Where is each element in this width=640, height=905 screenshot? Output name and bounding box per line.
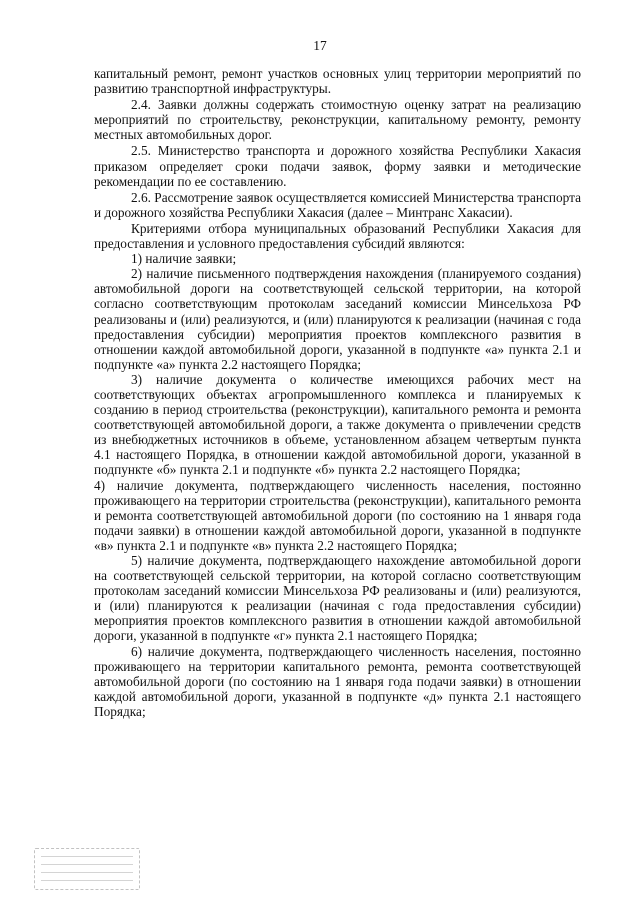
paragraph-2-6: 2.6. Рассмотрение заявок осуществляется комиссией Министерства транспорта и дорожного хозяйства Республики Хакасия (далее – Минтранс Хакасии).: [94, 189, 581, 220]
criterion-3: 3) наличие документа о количестве имеющихся рабочих мест на соответствующих объектах агропромышленного комплекса и планируемых к созданию в период строительства (реконструкции), капитального ремонта и ремонта соответствующей автомобильной дороги, а также документа о привлечении средств из внебюджетных источников в объеме, установленном абзацем четвертым пункта 4.1 настоящего Порядка, в отношении каждой автомобильной дороги, указанной в подпункте «б» пункта 2.1 и подпункте «б» пункта 2.2 настоящего Порядка;: [94, 371, 581, 478]
page-number: 17: [313, 38, 327, 53]
criterion-2: 2) наличие письменного подтверждения нахождения (планируемого создания) автомобильной дороги на соответствующей сельской территории, на которой согласно соответствующим протоколам заседаний комиссии Минсельхоза РФ реализованы и (или) реализуются, и (или) планируются к реализации (начиная с года предоставления субсидии) мероприятия проектов комплексного развития в отношении каждой автомобильной дороги, указанной в подпункте «а» пункта 2.1 и подпункте «а» пункта 2.2 настоящего Порядка;: [94, 266, 581, 372]
document-stamp: [34, 848, 140, 890]
document-body: [94, 66, 581, 719]
paragraph-criteria-intro: Критериями отбора муниципальных образований Республики Хакасия для предоставления и условного предоставления субсидий являются:: [94, 220, 581, 252]
paragraph-2-5: 2.5. Министерство транспорта и дорожного хозяйства Республики Хакасия приказом определяет сроки подачи заявок, форму заявки и методические рекомендации по ее составлению.: [94, 143, 581, 189]
criterion-4: 4) наличие документа, подтверждающего численность населения, постоянно проживающего на территории строительства (реконструкции), капитального ремонта и ремонта соответствующей автомобильной дороги (по состоянию на 1 января года подачи заявки) в отношении каждой автомобильной дороги, указанной в подпункте «в» пункта 2.1 и подпункте «в» пункта 2.2 настоящего Порядка;: [94, 477, 581, 553]
paragraph-2-4: 2.4. Заявки должны содержать стоимостную оценку затрат на реализацию мероприятий по строительству, реконструкции, капитальному ремонту, ремонту местных автомобильных дорог.: [94, 97, 581, 143]
criterion-5: 5) наличие документа, подтверждающего нахождение автомобильной дороги на соответствующей сельской территории, на которой согласно соответствующим протоколам заседаний комиссии Минсельхоза РФ реализованы и (или) реализуются, и (или) планируются к реализации (начиная с года предоставления субсидии) мероприятия проектов комплексного развития в отношении каждой автомобильной дороги, указанной в подпункте «г» пункта 2.1 настоящего Порядка;: [94, 553, 581, 644]
paragraph-continuation: капитальный ремонт, ремонт участков основных улиц территории мероприятий по развитию транспортной инфраструктуры.: [94, 66, 581, 97]
criterion-1: 1) наличие заявки;: [131, 251, 237, 267]
criterion-6: 6) наличие документа, подтверждающего численность населения, постоянно проживающего на территории капитального ремонта, ремонта соответствующей автомобильной дороги (по состоянию на 1 января года подачи заявки) в отношении каждой автомобильной дороги, указанной в подпункте «д» пункта 2.1 настоящего Порядка;: [94, 643, 581, 719]
